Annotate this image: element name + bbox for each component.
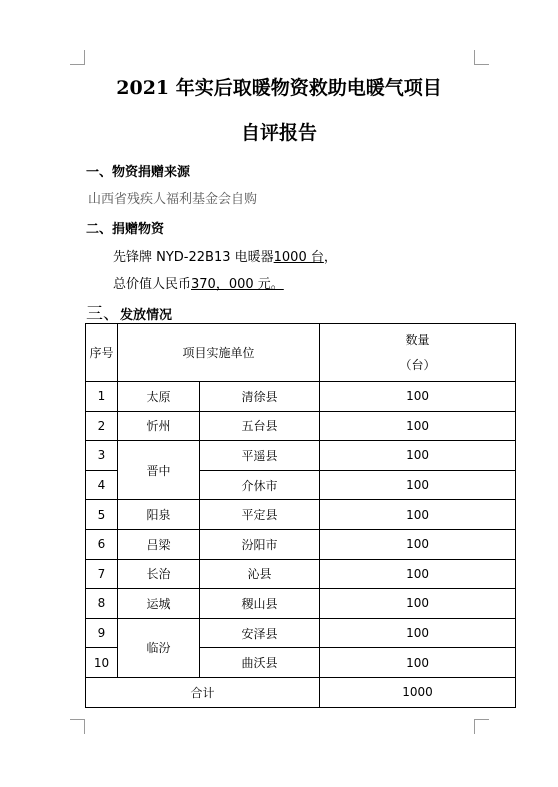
table-header-row	[86, 324, 516, 382]
source-text: 山西省残疾人福利基金会自购	[88, 192, 258, 207]
row-quantity: 100	[320, 500, 516, 530]
header-quantity-unit: （台）	[399, 357, 436, 372]
row-quantity: 100	[320, 382, 516, 412]
row-quantity: 100	[320, 648, 516, 678]
row-number: 6	[86, 529, 118, 559]
margin-mark-top-right	[474, 50, 489, 65]
row-number: 4	[86, 470, 118, 500]
margin-mark-bottom-left	[70, 719, 85, 734]
row-quantity: 100	[320, 618, 516, 648]
row-city: 太原	[118, 382, 200, 412]
row-number: 10	[86, 648, 118, 678]
total-label: 合计	[86, 677, 320, 707]
margin-mark-bottom-right	[474, 719, 489, 734]
item-name: 先锋牌 NYD-22B13 电暖器	[113, 250, 274, 265]
item-line	[113, 246, 337, 265]
table-row	[86, 500, 516, 530]
row-number: 1	[86, 382, 118, 412]
row-city: 阳泉	[118, 500, 200, 530]
row-quantity: 100	[320, 559, 516, 589]
row-number: 7	[86, 559, 118, 589]
row-county: 介休市	[200, 470, 320, 500]
margin-mark-top-left	[70, 50, 85, 65]
section-heading-source: 一、物资捐赠来源	[86, 165, 191, 180]
section-heading-distribution	[86, 299, 172, 324]
row-quantity: 100	[320, 589, 516, 619]
row-county: 曲沃县	[200, 648, 320, 678]
table-row	[86, 529, 516, 559]
row-county: 稷山县	[200, 589, 320, 619]
header-unit: 项目实施单位	[118, 324, 320, 382]
row-quantity: 100	[320, 411, 516, 441]
row-city: 临汾	[118, 618, 200, 677]
table-row	[86, 589, 516, 619]
table-row	[86, 382, 516, 412]
item-quantity: 1000 台	[273, 250, 324, 265]
header-serial: 序号	[86, 324, 118, 382]
row-quantity: 100	[320, 470, 516, 500]
header-quantity	[320, 324, 516, 382]
header-quantity-label: 数量	[405, 332, 430, 347]
total-quantity: 1000	[320, 677, 516, 707]
section-heading-materials: 二、捐赠物资	[86, 222, 165, 237]
section3-text: 发放情况	[120, 308, 173, 323]
value-amount: 370，000 元。	[191, 277, 284, 292]
table-row	[86, 559, 516, 589]
row-quantity: 100	[320, 529, 516, 559]
row-county: 五台县	[200, 411, 320, 441]
row-county: 清徐县	[200, 382, 320, 412]
row-city: 长治	[118, 559, 200, 589]
item-punct: ，	[323, 250, 337, 265]
row-number: 8	[86, 589, 118, 619]
section3-number: 三、	[86, 304, 120, 324]
table-total-row	[86, 677, 516, 707]
table-row	[86, 618, 516, 648]
row-county: 平定县	[200, 500, 320, 530]
row-city: 吕梁	[118, 529, 200, 559]
document-subtitle: 自评报告	[240, 122, 317, 144]
row-number: 5	[86, 500, 118, 530]
row-county: 汾阳市	[200, 529, 320, 559]
row-number: 3	[86, 441, 118, 471]
value-line	[113, 273, 284, 292]
table-row	[86, 411, 516, 441]
distribution-table	[85, 323, 516, 708]
value-label: 总价值人民币	[113, 277, 192, 292]
row-city: 忻州	[118, 411, 200, 441]
table-row	[86, 441, 516, 471]
row-number: 9	[86, 618, 118, 648]
row-city: 晋中	[118, 441, 200, 500]
row-quantity: 100	[320, 441, 516, 471]
row-county: 沁县	[200, 559, 320, 589]
row-county: 安泽县	[200, 618, 320, 648]
row-number: 2	[86, 411, 118, 441]
row-city: 运城	[118, 589, 200, 619]
row-county: 平遥县	[200, 441, 320, 471]
document-title: 2021 年实后取暖物资救助电暖气项目	[116, 77, 442, 99]
